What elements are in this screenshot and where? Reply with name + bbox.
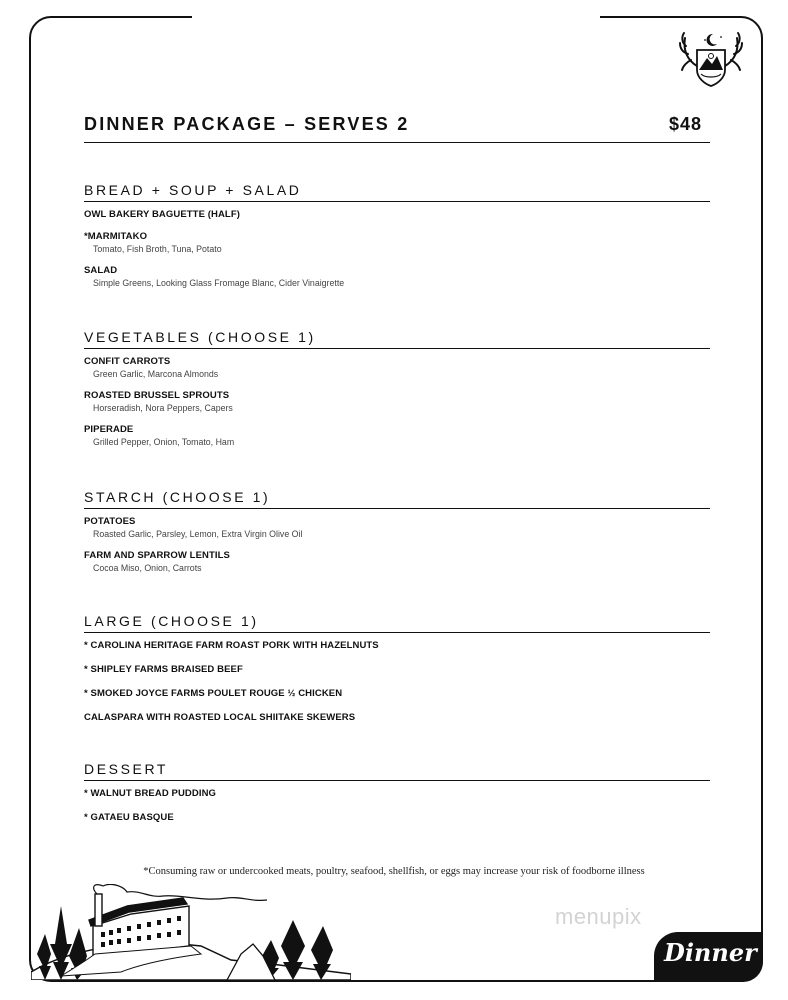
item-name: FARM AND SPARROW LENTILS <box>84 550 230 561</box>
item-description: Simple Greens, Looking Glass Fromage Blanc, Cider Vinaigrette <box>93 278 345 288</box>
menu-item <box>84 209 710 221</box>
menupix-watermark: menupix <box>555 904 642 929</box>
item-description: Roasted Garlic, Parsley, Lemon, Extra Virgin Olive Oil <box>93 529 303 539</box>
package-price: $48 <box>668 114 702 134</box>
item-description: Green Garlic, Marcona Almonds <box>93 369 219 379</box>
antler-crest-logo <box>677 26 745 92</box>
menu-item <box>84 424 710 448</box>
menu-item <box>84 356 710 380</box>
item-name: POTATOES <box>84 516 136 527</box>
menu-item: CALASPARA WITH ROASTED LOCAL SHIITAKE SKEWERS <box>84 712 356 723</box>
section-dessert <box>84 761 710 824</box>
section-title: VEGETABLES (CHOOSE 1) <box>84 329 710 349</box>
section-title: LARGE (CHOOSE 1) <box>84 613 710 633</box>
menu-item: * SHIPLEY FARMS BRAISED BEEF <box>84 664 243 675</box>
item-description: Horseradish, Nora Peppers, Capers <box>93 403 233 413</box>
foodborne-disclaimer: *Consuming raw or undercooked meats, poultry, seafood, shellfish, or eggs may increase your risk of foodborne illness <box>143 866 645 877</box>
item-name: *MARMITAKO <box>84 231 148 242</box>
dinner-label: Dinner <box>664 938 757 967</box>
section-title: DESSERT <box>84 761 710 781</box>
section-bread-soup-salad <box>84 182 710 289</box>
section-title: BREAD + SOUP + SALAD <box>84 182 710 202</box>
section-vegetables <box>84 329 710 448</box>
item-name: SALAD <box>84 265 118 276</box>
item-description: Grilled Pepper, Onion, Tomato, Ham <box>93 437 235 447</box>
menu-item: * WALNUT BREAD PUDDING <box>84 788 217 799</box>
menu-item <box>84 390 710 414</box>
item-name: CONFIT CARROTS <box>84 356 171 367</box>
item-name: PIPERADE <box>84 424 134 435</box>
menu-item: * SMOKED JOYCE FARMS POULET ROUGE ½ CHICKEN <box>84 688 343 699</box>
menu-item <box>84 265 710 289</box>
menu-item <box>84 231 710 255</box>
menu-item <box>84 550 710 574</box>
menu-item <box>84 516 710 540</box>
lodge-mountain-illustration <box>31 884 351 980</box>
section-starch <box>84 489 710 574</box>
package-title: DINNER PACKAGE – SERVES 2 <box>84 114 410 134</box>
section-title: STARCH (CHOOSE 1) <box>84 489 710 509</box>
package-header <box>84 114 710 143</box>
frame-gap <box>192 12 600 22</box>
item-name: OWL BAKERY BAGUETTE (HALF) <box>84 209 241 220</box>
item-description: Cocoa Miso, Onion, Carrots <box>93 563 202 573</box>
menu-item: * GATAEU BASQUE <box>84 812 174 823</box>
menu-item: * CAROLINA HERITAGE FARM ROAST PORK WITH HAZELNUTS <box>84 640 379 651</box>
item-name: ROASTED BRUSSEL SPROUTS <box>84 390 230 401</box>
item-description: Tomato, Fish Broth, Tuna, Potato <box>93 244 222 254</box>
section-large <box>84 613 710 724</box>
